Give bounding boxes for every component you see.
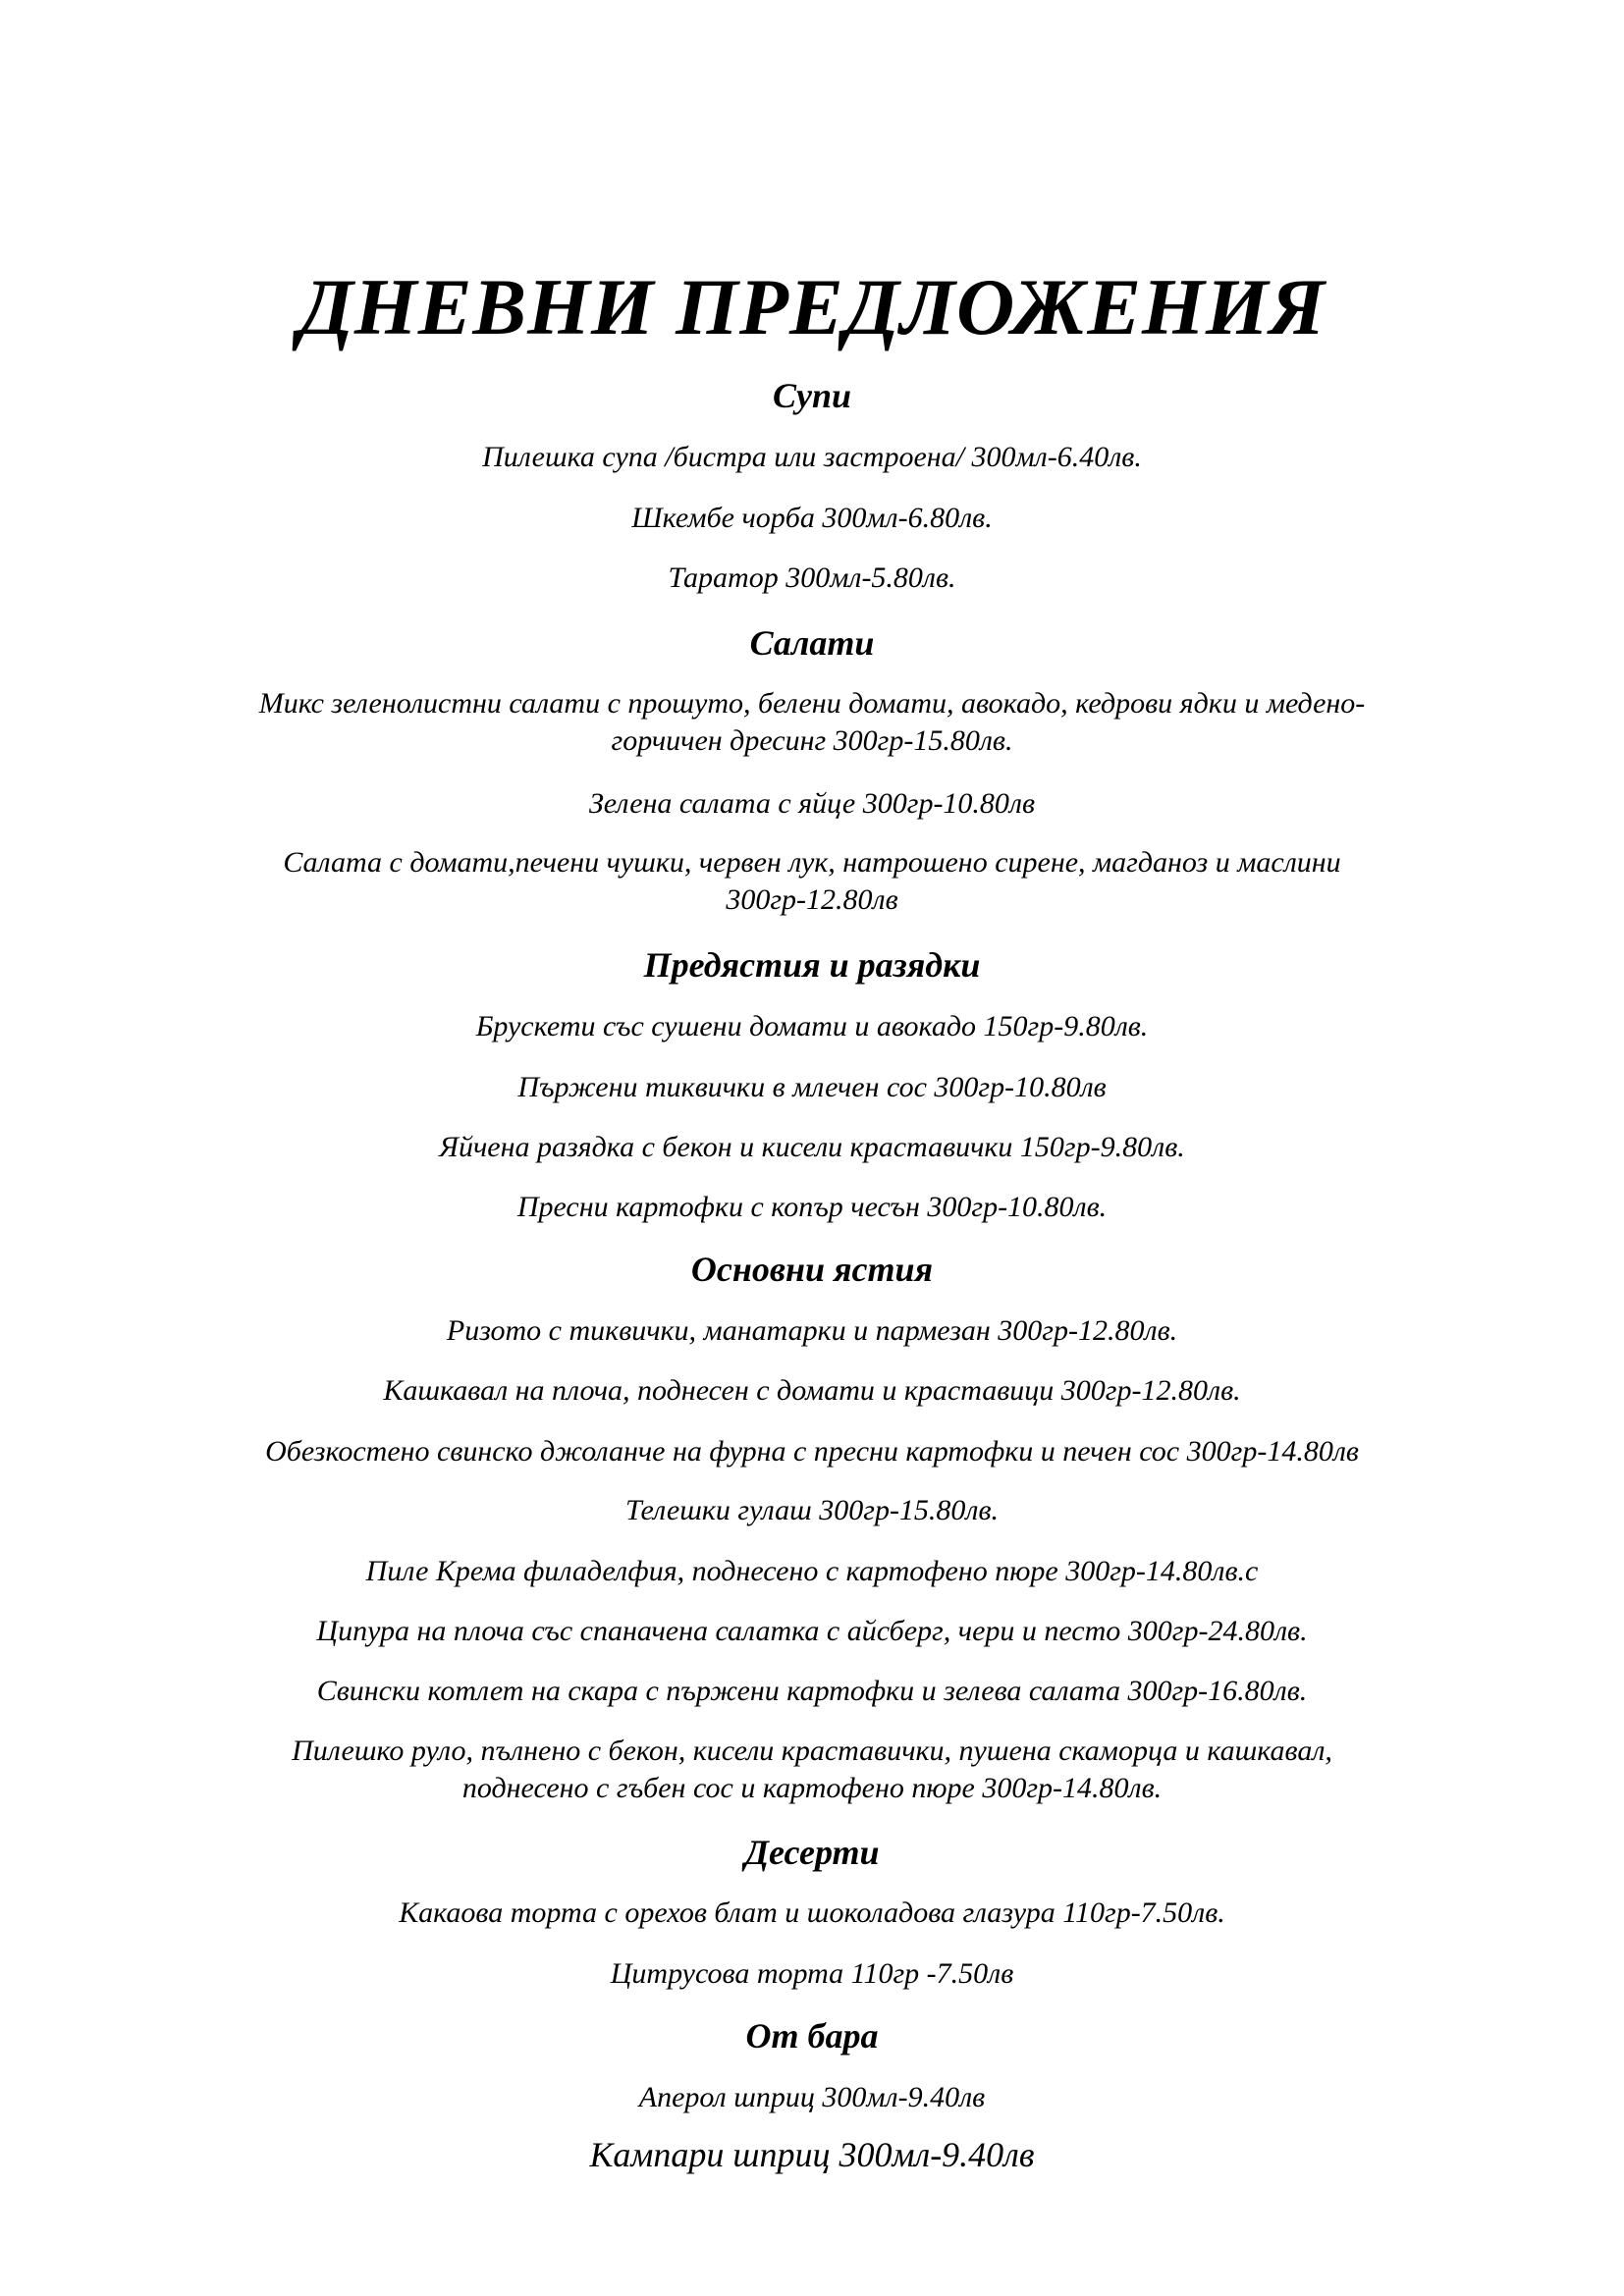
menu-item: Салата с домати,печени чушки, червен лук, натрошено сирене, магданоз и маслини 300гр-12.80лв: [283, 846, 1341, 916]
menu-item: Кашкавал на плоча, поднесен с домати и краставици 300гр-12.80лв.: [383, 1374, 1241, 1407]
section-heading-soups: Супи: [772, 376, 852, 415]
page-title: ДНЕВНИ ПРЕДЛОЖЕНИЯ: [298, 262, 1326, 351]
menu-item: Шкембе чорба 300мл-6.80лв.: [631, 502, 993, 534]
menu-item: Какаова торта с орехов блат и шоколадова глазура 110гр-7.50лв.: [399, 1896, 1225, 1929]
section-heading-desserts: Десерти: [744, 1833, 880, 1872]
menu-item: Таратор 300мл-5.80лв.: [668, 561, 956, 594]
menu-item: Пилешка супа /бистра или застроена/ 300мл-6.40лв.: [482, 441, 1142, 473]
menu-item: Пресни картофки с копър чесън 300гр-10.80лв.: [516, 1191, 1108, 1223]
menu-item: Аперол шприц 300мл-9.40лв: [638, 2081, 986, 2113]
section-heading-salads: Салати: [749, 623, 875, 663]
menu-item: Ципура на плоча със спаначена салатка с айсберг, чери и песто 300гр-24.80лв.: [316, 1615, 1308, 1647]
section-heading-starters: Предястия и разядки: [643, 945, 981, 985]
menu-item: Ризото с тиквички, манатарки и пармезан 300гр-12.80лв.: [446, 1314, 1178, 1347]
menu-item: Брускети със сушени домати и авокадо 150гр-9.80лв.: [475, 1010, 1149, 1042]
menu-item: Обезкостено свинско джоланче на фурна с пресни картофки и печен сос 300гр-14.80лв: [265, 1435, 1359, 1468]
menu-item: Зелена салата с яйце 300гр-10.80лв: [588, 787, 1036, 820]
section-heading-main-courses: Основни ястия: [690, 1250, 934, 1289]
menu-item: Микс зеленолистни салати с прошуто, белени домати, авокадо, кедрови ядки и медено- горчичен дресинг 300гр-15.80лв.: [258, 687, 1366, 757]
menu-item: Цитрусова торта 110гр -7.50лв: [610, 1957, 1014, 1990]
menu-item: Пилешко руло, пълнено с бекон, кисели краставички, пушена скаморца и кашкавал, поднесено с гъбен сос и картофено пюре 300гр-14.80лв.: [292, 1735, 1332, 1804]
menu-item: Яйчена разядка с бекон и кисели краставички 150гр-9.80лв.: [439, 1131, 1185, 1163]
menu-item: Телешки гулаш 300гр-15.80лв.: [624, 1494, 1000, 1526]
menu-item: Кампари шприц 300мл-9.40лв: [589, 2135, 1035, 2174]
menu-item: Пиле Крема филаделфия, поднесено с картофено пюре 300гр-14.80лв.с: [365, 1555, 1259, 1587]
section-heading-bar: От бара: [745, 2016, 879, 2056]
menu-item: Пържени тиквички в млечен сос 300гр-10.80лв: [517, 1071, 1107, 1103]
menu-item: Свински котлет на скара с пържени картофки и зелева салата 300гр-16.80лв.: [316, 1675, 1308, 1707]
